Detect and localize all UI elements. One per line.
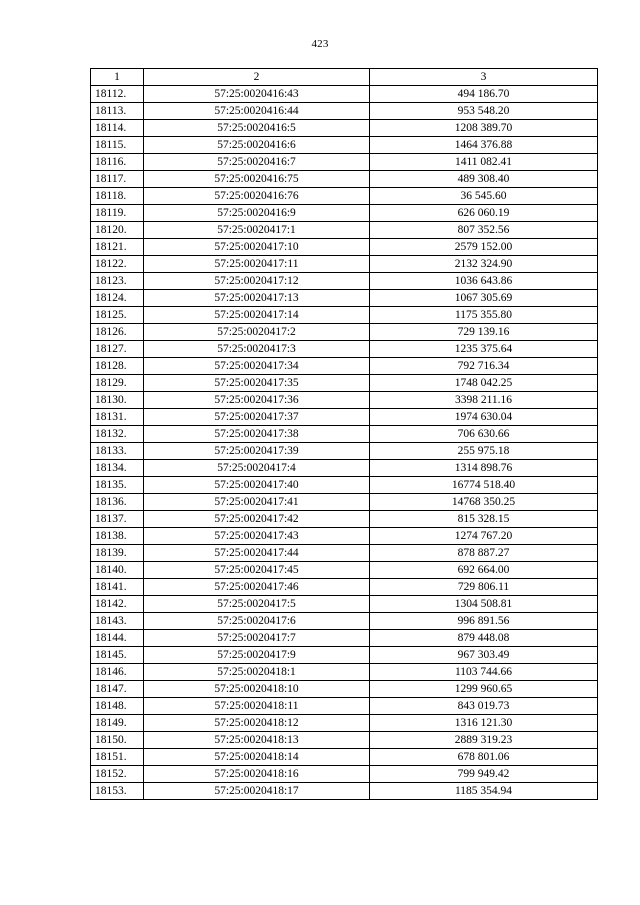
- table-row: [91, 290, 598, 307]
- value-cell: 729 139.16: [370, 324, 598, 341]
- value-cell: 729 806.11: [370, 579, 598, 596]
- cadastral-number-cell: 57:25:0020416:44: [144, 103, 370, 120]
- cadastral-number-cell: 57:25:0020417:40: [144, 477, 370, 494]
- cadastral-number-cell: 57:25:0020418:13: [144, 732, 370, 749]
- cadastral-number-cell: 57:25:0020417:3: [144, 341, 370, 358]
- cadastral-number-cell: 57:25:0020417:13: [144, 290, 370, 307]
- cadastral-number-cell: 57:25:0020417:46: [144, 579, 370, 596]
- table-row: [91, 443, 598, 460]
- cadastral-number-cell: 57:25:0020416:75: [144, 171, 370, 188]
- row-number-cell: 18132.: [91, 426, 144, 443]
- row-number-cell: 18145.: [91, 647, 144, 664]
- row-number-cell: 18152.: [91, 766, 144, 783]
- cadastral-number-cell: 57:25:0020417:34: [144, 358, 370, 375]
- value-cell: 1299 960.65: [370, 681, 598, 698]
- value-cell: 879 448.08: [370, 630, 598, 647]
- value-cell: 799 949.42: [370, 766, 598, 783]
- value-cell: 16774 518.40: [370, 477, 598, 494]
- row-number-cell: 18127.: [91, 341, 144, 358]
- table-row: [91, 103, 598, 120]
- row-number-cell: 18141.: [91, 579, 144, 596]
- value-cell: 692 664.00: [370, 562, 598, 579]
- cadastral-number-cell: 57:25:0020417:7: [144, 630, 370, 647]
- cadastral-number-cell: 57:25:0020416:9: [144, 205, 370, 222]
- row-number-cell: 18149.: [91, 715, 144, 732]
- row-number-cell: 18150.: [91, 732, 144, 749]
- table-row: [91, 494, 598, 511]
- table-row: [91, 205, 598, 222]
- table-row: [91, 749, 598, 766]
- value-cell: 1974 630.04: [370, 409, 598, 426]
- cadastral-number-cell: 57:25:0020417:2: [144, 324, 370, 341]
- row-number-cell: 18142.: [91, 596, 144, 613]
- table-row: [91, 511, 598, 528]
- table-body: [91, 86, 598, 800]
- table-row: [91, 154, 598, 171]
- row-number-cell: 18153.: [91, 783, 144, 800]
- value-cell: 3398 211.16: [370, 392, 598, 409]
- cadastral-number-cell: 57:25:0020417:37: [144, 409, 370, 426]
- table-row: [91, 358, 598, 375]
- row-number-cell: 18139.: [91, 545, 144, 562]
- column-header-2: 2: [144, 69, 370, 86]
- cadastral-number-cell: 57:25:0020418:10: [144, 681, 370, 698]
- table-row: [91, 86, 598, 103]
- column-header-1: 1: [91, 69, 144, 86]
- value-cell: 1175 355.80: [370, 307, 598, 324]
- value-cell: 1314 898.76: [370, 460, 598, 477]
- value-cell: 843 019.73: [370, 698, 598, 715]
- table-row: [91, 426, 598, 443]
- value-cell: 1748 042.25: [370, 375, 598, 392]
- table-row: [91, 596, 598, 613]
- table-row: [91, 715, 598, 732]
- table-row: [91, 630, 598, 647]
- row-number-cell: 18122.: [91, 256, 144, 273]
- value-cell: 14768 350.25: [370, 494, 598, 511]
- table-header: [91, 69, 598, 86]
- value-cell: 1274 767.20: [370, 528, 598, 545]
- row-number-cell: 18144.: [91, 630, 144, 647]
- header-row: [91, 69, 598, 86]
- row-number-cell: 18124.: [91, 290, 144, 307]
- cadastral-number-cell: 57:25:0020418:11: [144, 698, 370, 715]
- table-row: [91, 460, 598, 477]
- table-row: [91, 375, 598, 392]
- table-row: [91, 307, 598, 324]
- row-number-cell: 18137.: [91, 511, 144, 528]
- cadastral-number-cell: 57:25:0020418:16: [144, 766, 370, 783]
- row-number-cell: 18134.: [91, 460, 144, 477]
- value-cell: 1208 389.70: [370, 120, 598, 137]
- row-number-cell: 18116.: [91, 154, 144, 171]
- cadastral-number-cell: 57:25:0020417:12: [144, 273, 370, 290]
- value-cell: 878 887.27: [370, 545, 598, 562]
- table-row: [91, 579, 598, 596]
- value-cell: 1316 121.30: [370, 715, 598, 732]
- row-number-cell: 18119.: [91, 205, 144, 222]
- cadastral-number-cell: 57:25:0020417:38: [144, 426, 370, 443]
- value-cell: 2132 324.90: [370, 256, 598, 273]
- value-cell: 255 975.18: [370, 443, 598, 460]
- value-cell: 1036 643.86: [370, 273, 598, 290]
- table-row: [91, 613, 598, 630]
- value-cell: 967 303.49: [370, 647, 598, 664]
- cadastral-number-cell: 57:25:0020417:1: [144, 222, 370, 239]
- value-cell: 1304 508.81: [370, 596, 598, 613]
- cadastral-number-cell: 57:25:0020418:12: [144, 715, 370, 732]
- value-cell: 494 186.70: [370, 86, 598, 103]
- cadastral-number-cell: 57:25:0020417:41: [144, 494, 370, 511]
- cadastral-number-cell: 57:25:0020417:5: [144, 596, 370, 613]
- row-number-cell: 18126.: [91, 324, 144, 341]
- table-row: [91, 239, 598, 256]
- row-number-cell: 18129.: [91, 375, 144, 392]
- row-number-cell: 18131.: [91, 409, 144, 426]
- table-row: [91, 273, 598, 290]
- table-row: [91, 698, 598, 715]
- value-cell: 678 801.06: [370, 749, 598, 766]
- table-row: [91, 120, 598, 137]
- row-number-cell: 18138.: [91, 528, 144, 545]
- table-row: [91, 664, 598, 681]
- cadastral-number-cell: 57:25:0020418:17: [144, 783, 370, 800]
- row-number-cell: 18147.: [91, 681, 144, 698]
- row-number-cell: 18146.: [91, 664, 144, 681]
- row-number-cell: 18113.: [91, 103, 144, 120]
- cadastral-number-cell: 57:25:0020416:7: [144, 154, 370, 171]
- cadastral-number-cell: 57:25:0020418:1: [144, 664, 370, 681]
- value-cell: 489 308.40: [370, 171, 598, 188]
- cadastral-number-cell: 57:25:0020416:76: [144, 188, 370, 205]
- cadastral-number-cell: 57:25:0020417:35: [144, 375, 370, 392]
- value-cell: 815 328.15: [370, 511, 598, 528]
- row-number-cell: 18112.: [91, 86, 144, 103]
- value-cell: 1411 082.41: [370, 154, 598, 171]
- table-row: [91, 732, 598, 749]
- cadastral-number-cell: 57:25:0020417:11: [144, 256, 370, 273]
- row-number-cell: 18115.: [91, 137, 144, 154]
- table-row: [91, 766, 598, 783]
- cadastral-number-cell: 57:25:0020416:5: [144, 120, 370, 137]
- table-row: [91, 324, 598, 341]
- value-cell: 1185 354.94: [370, 783, 598, 800]
- value-cell: 792 716.34: [370, 358, 598, 375]
- table-row: [91, 392, 598, 409]
- table-row: [91, 222, 598, 239]
- value-cell: 1067 305.69: [370, 290, 598, 307]
- cadastral-number-cell: 57:25:0020417:43: [144, 528, 370, 545]
- table-row: [91, 562, 598, 579]
- column-header-3: 3: [370, 69, 598, 86]
- row-number-cell: 18118.: [91, 188, 144, 205]
- table-row: [91, 647, 598, 664]
- cadastral-number-cell: 57:25:0020417:36: [144, 392, 370, 409]
- row-number-cell: 18125.: [91, 307, 144, 324]
- cadastral-number-cell: 57:25:0020417:45: [144, 562, 370, 579]
- table-row: [91, 137, 598, 154]
- cadastral-number-cell: 57:25:0020417:9: [144, 647, 370, 664]
- row-number-cell: 18136.: [91, 494, 144, 511]
- row-number-cell: 18135.: [91, 477, 144, 494]
- cadastral-number-cell: 57:25:0020417:39: [144, 443, 370, 460]
- value-cell: 706 630.66: [370, 426, 598, 443]
- value-cell: 807 352.56: [370, 222, 598, 239]
- row-number-cell: 18151.: [91, 749, 144, 766]
- table-row: [91, 681, 598, 698]
- row-number-cell: 18128.: [91, 358, 144, 375]
- cadastral-number-cell: 57:25:0020417:4: [144, 460, 370, 477]
- value-cell: 1235 375.64: [370, 341, 598, 358]
- value-cell: 626 060.19: [370, 205, 598, 222]
- cadastral-value-table: [90, 68, 598, 800]
- row-number-cell: 18143.: [91, 613, 144, 630]
- page-number: 423: [311, 38, 329, 50]
- cadastral-number-cell: 57:25:0020416:6: [144, 137, 370, 154]
- cadastral-number-cell: 57:25:0020417:10: [144, 239, 370, 256]
- cadastral-number-cell: 57:25:0020417:44: [144, 545, 370, 562]
- value-cell: 2579 152.00: [370, 239, 598, 256]
- row-number-cell: 18148.: [91, 698, 144, 715]
- value-cell: 36 545.60: [370, 188, 598, 205]
- row-number-cell: 18130.: [91, 392, 144, 409]
- table-row: [91, 545, 598, 562]
- table-row: [91, 341, 598, 358]
- row-number-cell: 18121.: [91, 239, 144, 256]
- row-number-cell: 18133.: [91, 443, 144, 460]
- value-cell: 2889 319.23: [370, 732, 598, 749]
- table-row: [91, 171, 598, 188]
- cadastral-number-cell: 57:25:0020418:14: [144, 749, 370, 766]
- value-cell: 953 548.20: [370, 103, 598, 120]
- table-row: [91, 477, 598, 494]
- row-number-cell: 18114.: [91, 120, 144, 137]
- value-cell: 1464 376.88: [370, 137, 598, 154]
- table-row: [91, 409, 598, 426]
- row-number-cell: 18123.: [91, 273, 144, 290]
- cadastral-number-cell: 57:25:0020417:42: [144, 511, 370, 528]
- table-row: [91, 783, 598, 800]
- value-cell: 996 891.56: [370, 613, 598, 630]
- row-number-cell: 18140.: [91, 562, 144, 579]
- table-row: [91, 528, 598, 545]
- table-row: [91, 188, 598, 205]
- cadastral-number-cell: 57:25:0020416:43: [144, 86, 370, 103]
- cadastral-number-cell: 57:25:0020417:14: [144, 307, 370, 324]
- row-number-cell: 18117.: [91, 171, 144, 188]
- table-row: [91, 256, 598, 273]
- value-cell: 1103 744.66: [370, 664, 598, 681]
- cadastral-number-cell: 57:25:0020417:6: [144, 613, 370, 630]
- row-number-cell: 18120.: [91, 222, 144, 239]
